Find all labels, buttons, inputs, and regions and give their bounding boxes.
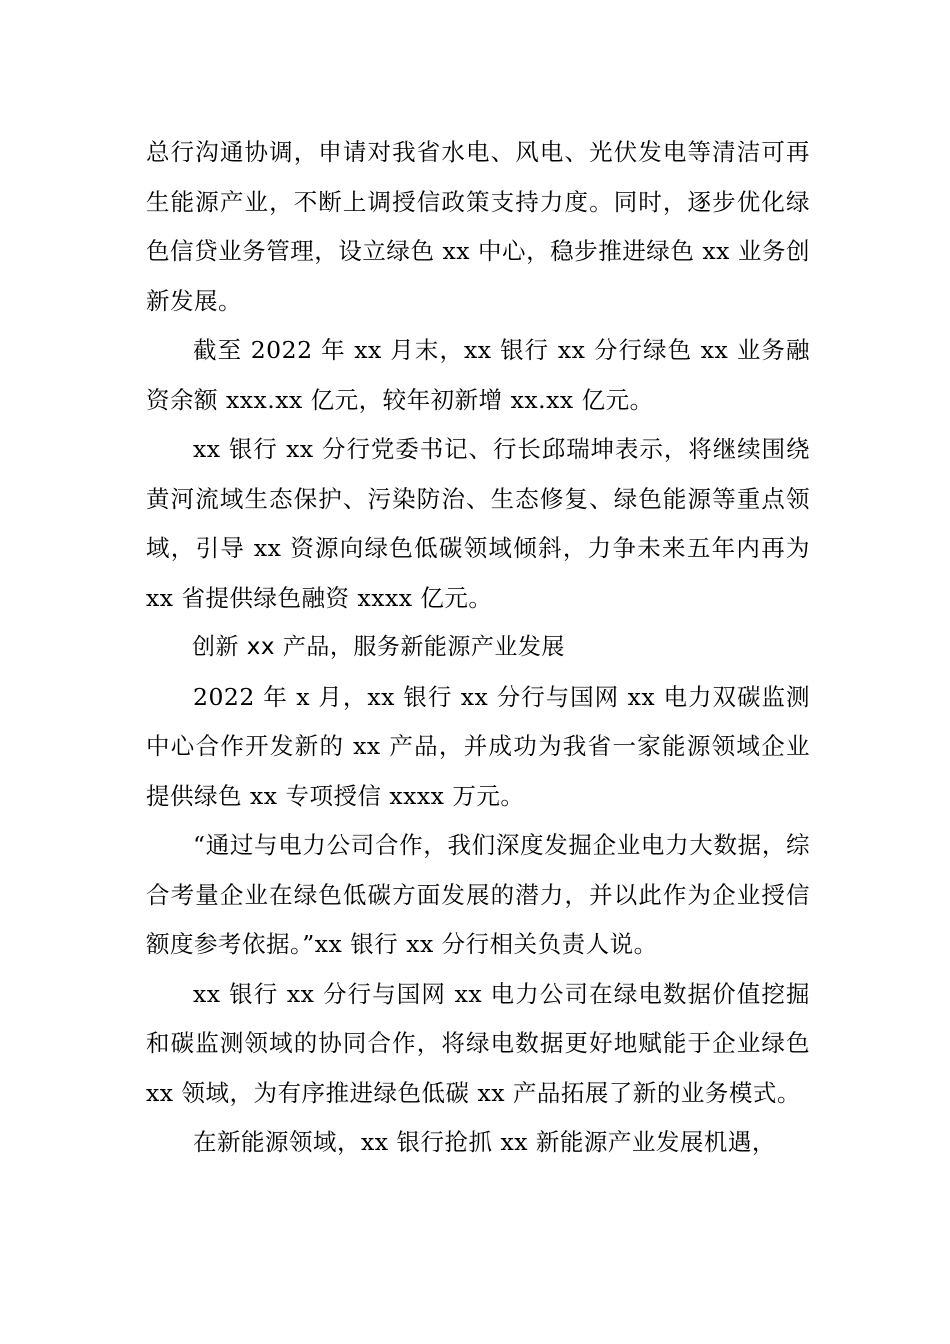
paragraph-cooperation: xx 银行 xx 分行与国网 xx 电力公司在绿电数据价值挖掘和碳监测领域的协同合作，将绿电数据更好地赋能于企业绿色 xx 领域，为有序推进绿色低碳 xx 产品拓展了新的业务模式。 xyxy=(146,979,810,1107)
document-body xyxy=(146,128,810,1168)
paragraph-new-product: 2022 年 x 月，xx 银行 xx 分行与国网 xx 电力双碳监测中心合作开发新的 xx 产品，并成功为我省一家能源领域企业提供绿色 xx 专项授信 xxxx 万元。 xyxy=(146,682,810,810)
paragraph-credit-policy: 总行沟通协调，申请对我省水电、风电、光伏发电等清洁可再生能源产业，不断上调授信政策支持力度。同时，逐步优化绿色信贷业务管理，设立绿色 xx 中心，稳步推进绿色 xx 业务创新发展。 xyxy=(146,138,810,315)
section-heading: 创新 xx 产品，服务新能源产业发展 xyxy=(192,634,565,660)
paragraph-quote: “通过与电力公司合作，我们深度发掘企业电力大数据，综合考量企业在绿色低碳方面发展的潜力，并以此作为企业授信额度参考依据。”xx 银行 xx 分行相关负责人说。 xyxy=(146,831,810,958)
paragraph-financing-balance: 截至 2022 年 xx 月末，xx 银行 xx 分行绿色 xx 业务融资余额 xxx.xx 亿元，较年初新增 xx.xx 亿元。 xyxy=(146,336,810,414)
paragraph-new-energy: 在新能源领域，xx 银行抢抓 xx 新能源产业发展机遇， xyxy=(193,1128,776,1156)
paragraph-president-statement: xx 银行 xx 分行党委书记、行长邱瑞坤表示，将继续围绕黄河流域生态保护、污染防治、生态修复、绿色能源等重点领域，引导 xx 资源向绿色低碳领域倾斜，力争未来五年内再为 xx 省提供绿色融资 xxxx 亿元。 xyxy=(146,435,810,612)
